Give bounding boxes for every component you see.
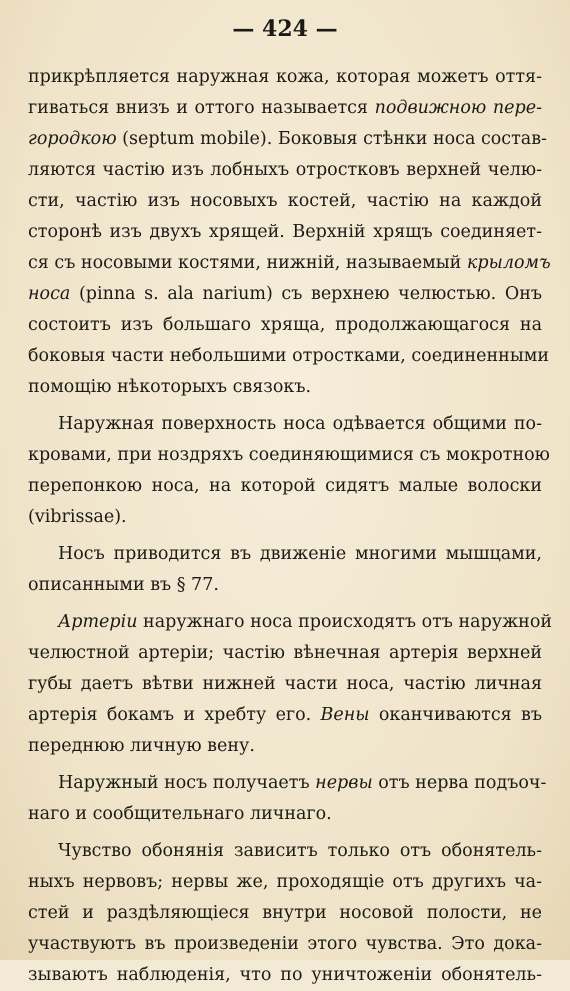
italic-term: нервы	[315, 773, 373, 793]
text-run: описанными въ § 77.	[28, 575, 219, 595]
text-run: ляются частію изъ лобныхъ отростковъ верхней челю-	[28, 160, 542, 180]
text-run: челюстной артеріи; частію вѣнечная артерія верхней	[28, 643, 542, 663]
text-line	[28, 570, 542, 601]
text-run: Носъ приводится въ движеніе многими мышцами,	[58, 544, 542, 564]
text-line	[28, 960, 542, 991]
text-run: стей и раздѣляющіеся внутри носовой полости, не	[28, 903, 542, 923]
text-line	[28, 607, 553, 638]
text-line	[28, 638, 542, 669]
text-run: гиваться внизъ и оттого называется	[28, 98, 375, 118]
text-run: (pinna s. ala narium) съ верхнею челюстью. Онъ	[70, 284, 542, 304]
text-line	[28, 279, 542, 310]
body-text	[28, 62, 553, 991]
text-line	[28, 799, 542, 830]
text-run: Наружная поверхность носа одѣвается общими по-	[58, 414, 542, 434]
text-run: прикрѣпляется наружная кожа, которая можетъ оття-	[28, 67, 542, 87]
text-run: наружнаго носа происходятъ отъ наружной	[137, 612, 553, 632]
text-run: Наружный носъ получаетъ	[58, 773, 316, 793]
text-line	[28, 502, 542, 533]
text-run: состоитъ изъ большаго хряща, продолжающагося на	[28, 315, 542, 335]
text-line	[28, 186, 542, 217]
text-run: (septum mobile). Боковыя стѣнки носа состав-	[116, 129, 547, 149]
text-line	[28, 310, 542, 341]
italic-term: Артеріи	[58, 612, 138, 632]
text-run: сторонѣ изъ двухъ хрящей. Верхній хрящъ соединяет-	[28, 222, 542, 242]
text-run: артерія бокамъ и хребту его.	[28, 705, 321, 725]
text-run: зываютъ наблюденія, что по уничтоженіи обонятель-	[28, 965, 542, 985]
text-line	[28, 898, 542, 929]
text-run: участвуютъ въ произведеніи этого чувства. Это дока-	[28, 934, 542, 954]
text-line	[28, 836, 542, 867]
text-run: оканчиваются въ	[369, 705, 542, 725]
italic-term: подвижною пере-	[374, 98, 542, 118]
text-run: наго и сообщительнаго личнаго.	[28, 804, 332, 824]
text-run: помощію нѣкоторыхъ связокъ.	[28, 377, 312, 397]
text-line	[28, 248, 551, 279]
text-line	[28, 867, 542, 898]
text-line	[28, 929, 542, 960]
page-number: — 424 —	[232, 16, 338, 42]
text-line	[28, 471, 542, 502]
text-line	[28, 93, 542, 124]
text-line	[28, 440, 550, 471]
text-run: отъ нерва подъоч-	[372, 773, 547, 793]
text-line	[28, 341, 550, 372]
italic-term: Вены	[320, 705, 370, 725]
text-run: кровами, при ноздряхъ соединяющимися съ мокротною	[28, 445, 550, 465]
italic-term: носа	[28, 284, 71, 304]
text-line	[28, 731, 542, 762]
text-line	[28, 700, 542, 731]
text-line	[28, 62, 542, 93]
text-line	[28, 217, 542, 248]
text-run: Чувство обонянія зависитъ только отъ обонятель-	[58, 841, 542, 861]
text-line	[28, 409, 542, 440]
text-run: боковыя части небольшими отростками, соединенными	[28, 346, 550, 366]
text-run: (vibrissae).	[28, 507, 127, 527]
text-line	[28, 539, 542, 570]
text-line	[28, 669, 542, 700]
text-line	[28, 155, 542, 186]
text-run: ныхъ нервовъ; нервы же, проходящіе отъ другихъ ча-	[28, 872, 542, 892]
italic-term: крыломъ	[466, 253, 551, 273]
text-line	[28, 372, 542, 403]
text-run: ся съ носовыми костями, нижній, называемый	[28, 253, 467, 273]
italic-term: городкою	[28, 129, 117, 149]
text-run: губы даетъ вѣтви нижней части носа, частію личная	[28, 674, 542, 694]
text-run: сти, частію изъ носовыхъ костей, частію на каждой	[28, 191, 542, 211]
text-line	[28, 124, 547, 155]
text-run: перепонкою носа, на которой сидятъ малые волоски	[28, 476, 542, 496]
text-run: переднюю личную вену.	[28, 736, 255, 756]
text-line	[28, 768, 547, 799]
